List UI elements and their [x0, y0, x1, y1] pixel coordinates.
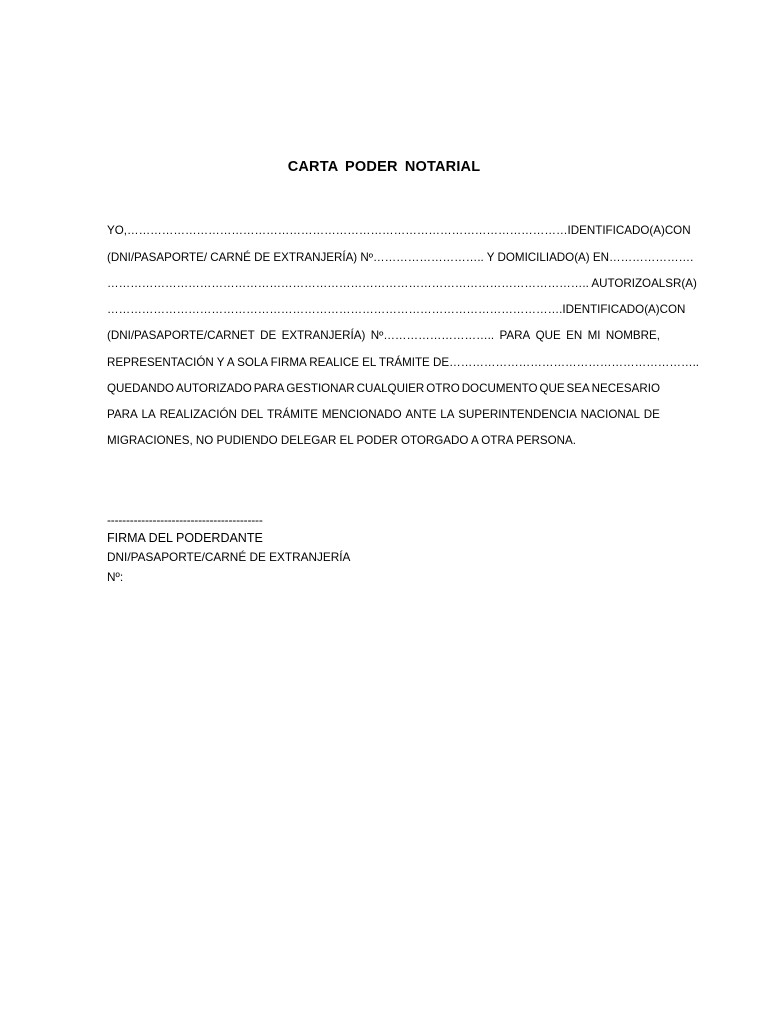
body-text-segment: MENCIONADO [321, 408, 402, 421]
body-line-4 [107, 302, 686, 318]
body-text-segment: CUALQUIER [356, 382, 425, 395]
body-text-segment: QUE [535, 329, 561, 342]
body-text-segment: NOMBRE, [605, 329, 660, 342]
body-text-segment: LA [440, 408, 455, 421]
body-text-segment: OTRO [426, 382, 460, 395]
signature-line: ----------------------------------------- [107, 513, 263, 527]
body-text-segment: EN [566, 329, 583, 342]
signature-number-label: Nº: [107, 570, 124, 584]
body-text-segment: ANTE [405, 408, 437, 421]
body-line-9 [107, 433, 660, 449]
body-text-segment: ………………………………………………………………………………………………………. [107, 303, 563, 316]
body-line-3 [107, 276, 697, 292]
document-title: CARTA PODER NOTARIAL [287, 159, 481, 175]
signature-doc-type: DNI/PASAPORTE/CARNÉ DE EXTRANJERÍA [107, 550, 351, 564]
body-text-segment: …………………………………………………………………………………………………………….. AUTORIZO [107, 277, 652, 290]
body-line-6 [107, 355, 700, 371]
body-text-segment: REPRESENTACIÓN Y A SOLA FIRMA REALICE EL TRÁMITE DE……………………………………………………….. [107, 356, 700, 369]
body-text-segment: MIGRACIONES, NO PUDIENDO DELEGAR EL PODER OTORGADO A OTRA PERSONA. [107, 434, 576, 447]
body-text-segment: CON [659, 303, 686, 316]
body-text-segment: YO, [107, 224, 127, 237]
body-text-segment: LA [141, 408, 156, 421]
body-text-segment: GESTIONAR [286, 382, 355, 395]
body-text-segment: AUTORIZADO [175, 382, 252, 395]
body-text-segment: PARA [107, 408, 138, 421]
body-text-segment: …………………………………………………………………………………………………… [126, 224, 568, 237]
body-text-segment: DEL [240, 408, 264, 421]
body-text-segment: REALIZACIÓN [159, 408, 237, 421]
body-text-segment: DOCUMENTO [461, 382, 538, 395]
body-text-segment: EXTRANJERÍA) [281, 329, 366, 342]
body-text-segment: DE [260, 329, 277, 342]
body-text-segment: (DNI/PASAPORTE/CARNET [107, 329, 255, 342]
body-text-segment: SUPERINTENDENCIA [458, 408, 577, 421]
body-line-7 [107, 381, 660, 397]
signature-label: FIRMA DEL PODERDANTE [107, 531, 263, 545]
body-text-segment: NECESARIO [591, 382, 660, 395]
body-line-8 [107, 407, 660, 423]
body-text-segment: DE [643, 408, 660, 421]
body-text-segment: IDENTIFICADO(A) [567, 224, 665, 237]
body-text-segment: PARA [253, 382, 285, 395]
body-text-segment: SR(A) [665, 277, 697, 290]
body-text-segment: Nº……………………….. [370, 329, 495, 342]
body-text-segment: QUEDANDO [107, 382, 174, 395]
body-text-segment: IDENTIFICADO(A) [562, 303, 660, 316]
body-line-5 [107, 328, 660, 344]
body-line-1 [107, 223, 691, 239]
body-text-segment: PARA [499, 329, 531, 342]
body-text-segment: NACIONAL [580, 408, 640, 421]
body-text-segment: MI [587, 329, 601, 342]
body-text-segment: QUE [539, 382, 565, 395]
body-text-segment: AL [651, 277, 666, 290]
body-text-segment: CON [664, 224, 691, 237]
body-text-segment: SEA [566, 382, 590, 395]
body-line-2 [107, 250, 694, 266]
body-text-segment: (DNI/PASAPORTE/ CARNÉ DE EXTRANJERÍA) Nº……………………….. Y DOMICILIADO(A) EN…………………. [107, 251, 694, 264]
body-text-segment: TRÁMITE [267, 408, 318, 421]
